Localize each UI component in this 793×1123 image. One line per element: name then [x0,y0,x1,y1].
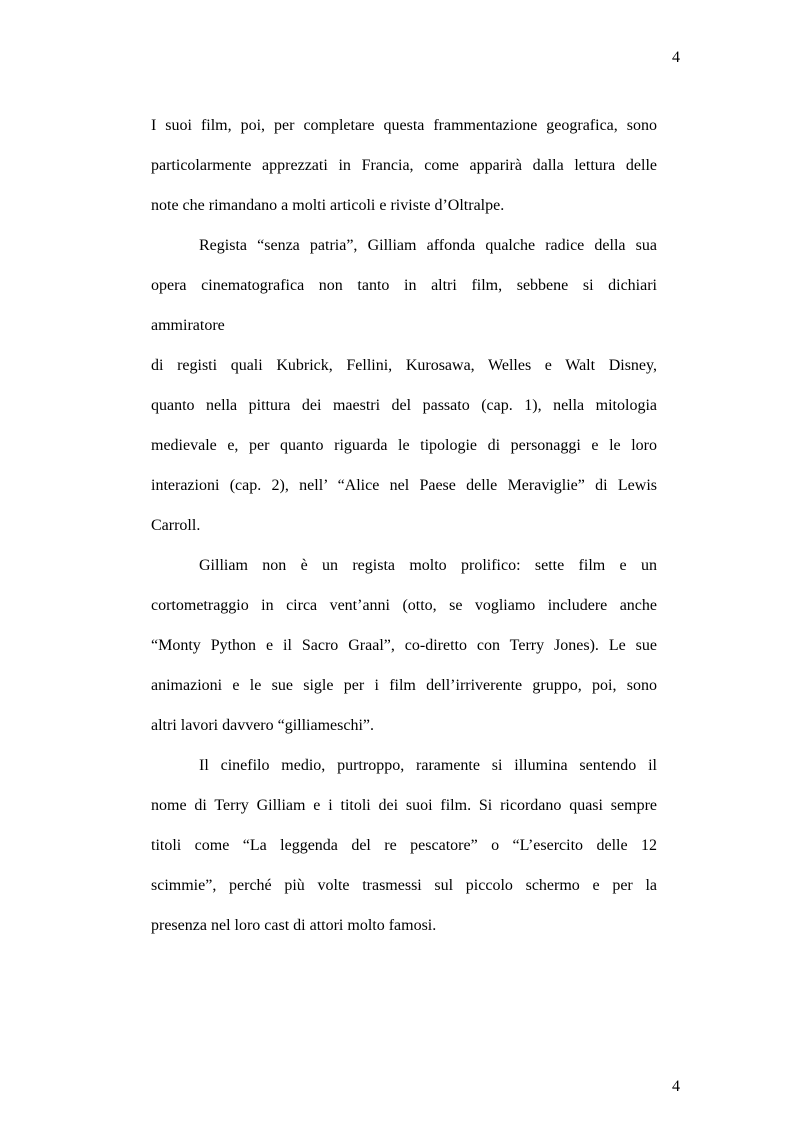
text-line: Il cinefilo medio, purtroppo, raramente si illumina sentendo il [199,757,657,774]
text-line: ammiratore [151,317,225,334]
text-line: opera cinematografica non tanto in altri film, sebbene si dichiari [151,277,657,294]
text-line: Carroll. [151,517,201,534]
text-line: nome di Terry Gilliam e i titoli dei suoi film. Si ricordano quasi sempre [151,797,657,814]
page-number-bottom: 4 [672,1078,680,1095]
text-line: presenza nel loro cast di attori molto famosi. [151,917,437,934]
text-line: medievale e, per quanto riguarda le tipologie di personaggi e le loro [151,437,657,454]
text-line: di registi quali Kubrick, Fellini, Kurosawa, Welles e Walt Disney, [151,357,657,374]
text-line: Regista “senza patria”, Gilliam affonda qualche radice della sua [199,237,657,254]
text-line: I suoi film, poi, per completare questa frammentazione geografica, sono [151,117,657,134]
text-line: particolarmente apprezzati in Francia, come apparirà dalla lettura delle [151,157,657,174]
text-line: altri lavori davvero “gilliameschi”. [151,717,375,734]
body-text [151,113,657,953]
text-line: animazioni e le sue sigle per i film dell’irriverente gruppo, poi, sono [151,677,657,694]
text-line: cortometraggio in circa vent’anni (otto, se vogliamo includere anche [151,597,657,614]
text-line: Gilliam non è un regista molto prolifico: sette film e un [199,557,657,574]
text-line: “Monty Python e il Sacro Graal”, co-diretto con Terry Jones). Le sue [151,637,657,654]
text-line: quanto nella pittura dei maestri del passato (cap. 1), nella mitologia [151,397,657,414]
text-line: note che rimandano a molti articoli e riviste d’Oltralpe. [151,197,505,214]
text-line: interazioni (cap. 2), nell’ “Alice nel Paese delle Meraviglie” di Lewis [151,477,657,494]
text-line: scimmie”, perché più volte trasmessi sul piccolo schermo e per la [151,877,657,894]
text-line: titoli come “La leggenda del re pescatore” o “L’esercito delle 12 [151,837,657,854]
page-number-top: 4 [672,49,680,66]
